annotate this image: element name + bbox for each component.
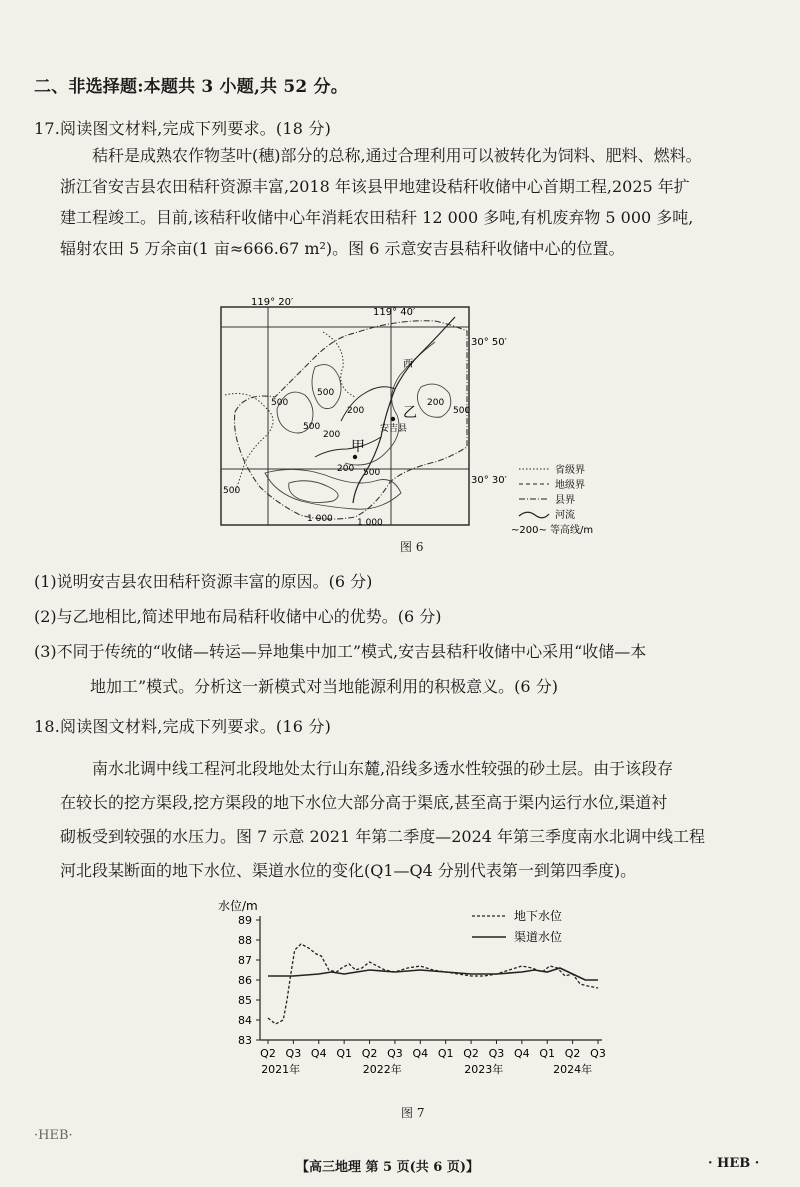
x-tick-label: Q2 xyxy=(463,1047,479,1060)
place-marker-jia xyxy=(353,455,357,459)
q17-material xyxy=(60,140,780,264)
x-tick-label: Q2 xyxy=(564,1047,581,1060)
x-tick-label: Q3 xyxy=(285,1047,302,1060)
x-year-label: 2024年 xyxy=(553,1063,593,1076)
series-line-groundwater xyxy=(268,944,598,1024)
chart-ylabel: 水位/m xyxy=(218,899,258,913)
lon-label: 119° 40′ xyxy=(373,307,416,318)
county-seat-marker xyxy=(391,417,395,421)
county-seat-label: 安吉县 xyxy=(380,424,408,434)
river-line xyxy=(315,437,381,457)
contour-label: 500 xyxy=(363,468,381,478)
place-label-yi: 乙 xyxy=(403,405,417,421)
figure-7-caption: 图 7 xyxy=(401,1106,425,1120)
contour-label: 200 xyxy=(337,464,355,474)
q17-subquestion: (3)不同于传统的“收储—转运—异地集中加工”模式,安吉县秸秆收储中心采用“收储—本 xyxy=(34,642,647,661)
chart-legend xyxy=(472,908,562,944)
y-tick-label: 87 xyxy=(238,954,252,967)
province-boundary xyxy=(225,394,273,494)
q17-para-line: 浙江省安吉县农田秸秆资源丰富,2018 年该县甲地建设秸秆收储中心首期工程,2025 年扩 xyxy=(60,177,690,196)
y-tick-label: 88 xyxy=(238,934,252,947)
contour-label: 1 000 xyxy=(307,514,333,524)
footer-left-mark: ·HEB· xyxy=(34,1128,73,1143)
place-label-xi: 西 xyxy=(403,359,413,370)
y-tick-label: 89 xyxy=(238,914,252,927)
map-legend xyxy=(511,463,593,535)
x-tick-label: Q2 xyxy=(361,1047,378,1060)
legend-label-groundwater: 地下水位 xyxy=(514,909,563,923)
y-tick-label: 85 xyxy=(238,994,252,1007)
lon-label: 119° 20′ xyxy=(251,297,294,308)
legend-label: 省级界 xyxy=(555,465,585,476)
x-tick-label: Q3 xyxy=(488,1047,505,1060)
section-title: 二、非选择题:本题共 3 小题,共 52 分。 xyxy=(34,77,348,97)
y-tick-label: 86 xyxy=(238,974,252,987)
contour-label: 200 xyxy=(427,398,445,408)
x-tick-label: Q4 xyxy=(310,1047,327,1060)
contour-line xyxy=(312,365,341,409)
q17-title: 17.阅读图文材料,完成下列要求。(18 分) xyxy=(34,119,332,138)
x-year-label: 2022年 xyxy=(362,1063,402,1076)
q17-subquestion: 地加工”模式。分析这一新模式对当地能源利用的积极意义。(6 分) xyxy=(90,677,558,696)
x-tick-label: Q1 xyxy=(437,1047,454,1060)
legend-symbol xyxy=(519,512,549,518)
contour-label: 1 000 xyxy=(357,518,383,528)
q17-para-line: 秸秆是成熟农作物茎叶(穗)部分的总称,通过合理利用可以被转化为饲料、肥料、燃料。 xyxy=(92,146,702,165)
footer-right-mark: · HEB · xyxy=(708,1156,760,1171)
contour-label: 500 xyxy=(303,422,321,432)
q17-para-line: 建工程竣工。目前,该秸秆收储中心年消耗农田秸秆 12 000 多吨,有机废弃物 5 000 多吨, xyxy=(60,208,694,227)
legend-label: 地级界 xyxy=(555,480,585,491)
county-boundary xyxy=(235,321,471,519)
x-tick-label: Q1 xyxy=(336,1047,352,1060)
figure-6-map xyxy=(205,297,635,535)
x-year-label: 2023年 xyxy=(464,1063,504,1076)
footer-page-info: 【高三地理 第 5 页(共 6 页)】 xyxy=(296,1160,480,1175)
contour-label: 200 xyxy=(347,406,365,416)
q18-title: 18.阅读图文材料,完成下列要求。(16 分) xyxy=(34,717,332,736)
q18-para-line: 南水北调中线工程河北段地处太行山东麓,沿线多透水性较强的砂土层。由于该段存 xyxy=(92,759,674,778)
contour-label: 500 xyxy=(453,406,471,416)
x-tick-label: Q1 xyxy=(539,1047,556,1060)
x-tick-label: Q4 xyxy=(412,1047,429,1060)
x-tick-label: Q3 xyxy=(387,1047,403,1060)
q18-para-line: 砌板受到较强的水压力。图 7 示意 2021 年第二季度—2024 年第三季度南水北调中线工程 xyxy=(60,827,706,846)
place-label-jia: 甲 xyxy=(351,439,365,455)
x-tick-label: Q3 xyxy=(590,1047,606,1060)
contour-label: 200 xyxy=(323,430,341,440)
q18-para-line: 在较长的挖方渠段,挖方渠段的地下水位大部分高于渠底,甚至高于渠内运行水位,渠道衬 xyxy=(60,793,668,812)
figure-6-caption: 图 6 xyxy=(400,540,424,554)
x-tick-label: Q2 xyxy=(260,1047,276,1060)
y-tick-label: 83 xyxy=(238,1034,252,1047)
x-year-label: 2021年 xyxy=(261,1063,301,1076)
contour-label: 500 xyxy=(317,388,335,398)
legend-label-canal: 渠道水位 xyxy=(514,930,563,944)
x-tick-label: Q4 xyxy=(514,1047,530,1060)
q17-subquestions xyxy=(34,566,784,702)
legend-label: 河流 xyxy=(555,510,575,521)
q18-para-line: 河北段某断面的地下水位、渠道水位的变化(Q1—Q4 分别代表第一到第四季度)。 xyxy=(60,861,637,880)
figure-7-chart xyxy=(210,892,630,1104)
y-tick-label: 84 xyxy=(238,1014,252,1027)
q18-material xyxy=(60,752,780,888)
legend-label: 县界 xyxy=(555,495,575,506)
q17-subquestion: (2)与乙地相比,简述甲地布局秸秆收储中心的优势。(6 分) xyxy=(34,607,442,626)
q17-subquestion: (1)说明安吉县农田秸秆资源丰富的原因。(6 分) xyxy=(34,572,373,591)
map-frame xyxy=(221,307,469,525)
contour-label: 500 xyxy=(223,486,241,496)
contour-label: 500 xyxy=(271,398,289,408)
lat-label: 30° 50′ xyxy=(471,337,507,348)
q17-para-line: 辐射农田 5 万余亩(1 亩≈666.67 m²)。图 6 示意安吉县秸秆收储中心的位置。 xyxy=(60,239,625,258)
legend-label: ~200~ 等高线/m xyxy=(511,525,594,535)
lat-label: 30° 30′ xyxy=(471,475,507,486)
